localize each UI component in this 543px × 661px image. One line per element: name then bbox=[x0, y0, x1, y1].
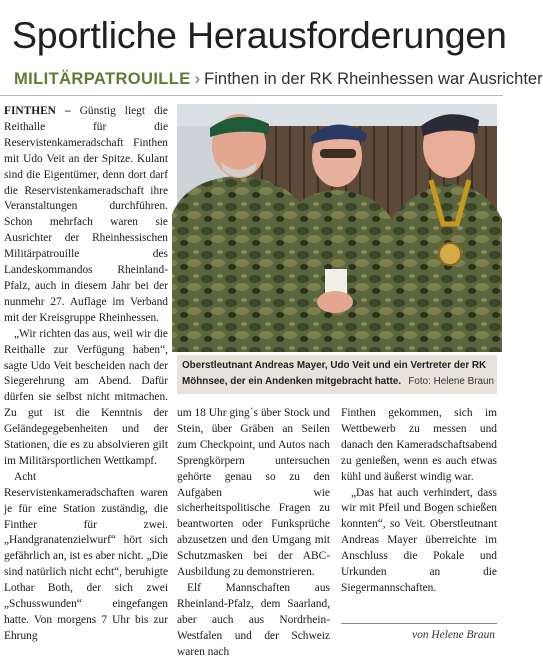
article-column-3 bbox=[341, 406, 497, 597]
byline: von Helene Braun bbox=[412, 629, 495, 641]
photo-credit: Foto: Helene Braun bbox=[408, 376, 494, 387]
article-column-2 bbox=[177, 406, 330, 661]
paragraph: Elf Mannschaften aus Rheinland-Pfalz, dem Saarland, aber auch aus Nordrhein-Westfalen und der Schweiz waren nach bbox=[177, 581, 330, 658]
article-photo bbox=[177, 104, 497, 352]
paragraph: um 18 Uhr ging´s über Stock und Stein, über Gräben an Seilen zum Checkpoint, und Autos nach Sprengkörpern untersuchen gehörte genau so zu den Aufgaben wie sicherheitspolitische Fragen zu beantworten oder Funksprüche abzusetzen und den Umgang mit Schutzmasken bei der ABC-Ausbildung zu demonstrieren. bbox=[177, 407, 330, 579]
subline: Finthen in der RK Rheinhessen war Ausrichter bbox=[204, 70, 543, 88]
paragraph bbox=[4, 104, 168, 327]
paragraph: Acht Reservistenkameradschaften waren je für eine Station zuständig, die Finther für zwei. „Handgranatenzielwurf“ hört sich gefährlich an, ist es aber nicht. „Die sind natürlich nicht echt“, beruhigte Lothar Both, der sich zwei „Schusswunden“ eingefangen hatte. Von morgens 7 Uhr bis zur Ehrung bbox=[4, 470, 168, 642]
dateline: FINTHEN – bbox=[4, 105, 71, 117]
photo-caption: Oberstleutnant Andreas Mayer, Udo Veit und ein Vertreter der RK Möhnsee, der ein Andenken mitgebracht hatte. bbox=[182, 360, 487, 387]
byline-divider bbox=[341, 623, 497, 624]
chevron-right-icon: › bbox=[194, 70, 201, 88]
article-column-1 bbox=[4, 104, 168, 645]
paragraph: „Das hat auch verhindert, dass wir mit Pfeil und Bogen schießen konnten“, so Veit. Oberstleutnant Andreas Mayer überreichte im Anschluss die Pokale und Urkunden an die Siegermannschaften. bbox=[341, 486, 497, 594]
headline: Sportliche Herausforderungen bbox=[12, 14, 507, 56]
paragraph-text: Günstig liegt die Reithalle für die Reservistenkameradschaft Finthen mit Udo Veit an der Spitze. Kulant sind die Eigentümer, denn dort darf die Reservistenkameradschaft ihre Veranstaltungen durchführen. Schon mehrfach waren sie Ausrichter der Rheinhessischen Militärpatrouille des Landeskommandos Rheinland-Pfalz, auch in diesem Jahr bei der nunmehr 27. Auflage im Verband mit der Kreisgruppe Rheinhessen. bbox=[4, 105, 168, 324]
paragraph: „Wir richten das aus, weil wir die Reithalle zur Verfügung haben“, sagte Udo Veit bescheiden nach der Siegerehrung am Abend. Dafür dürfen sie selbst nicht mitmachen. Zu gut ist die Kenntnis der Geländegegebenheiten und der Stationen, die es zu absolvieren gilt im Militärsportlichen Wettkampf. bbox=[4, 327, 168, 467]
header-divider bbox=[0, 95, 503, 96]
kicker: MILITÄRPATROUILLE bbox=[14, 70, 191, 88]
paragraph: Finthen gekommen, sich im Wettbewerb zu messen und danach den Kameradschaftsabend zu genießen, wenn es auch etwas kühl und äußerst windig war. bbox=[341, 407, 497, 483]
kicker-row bbox=[14, 68, 543, 90]
